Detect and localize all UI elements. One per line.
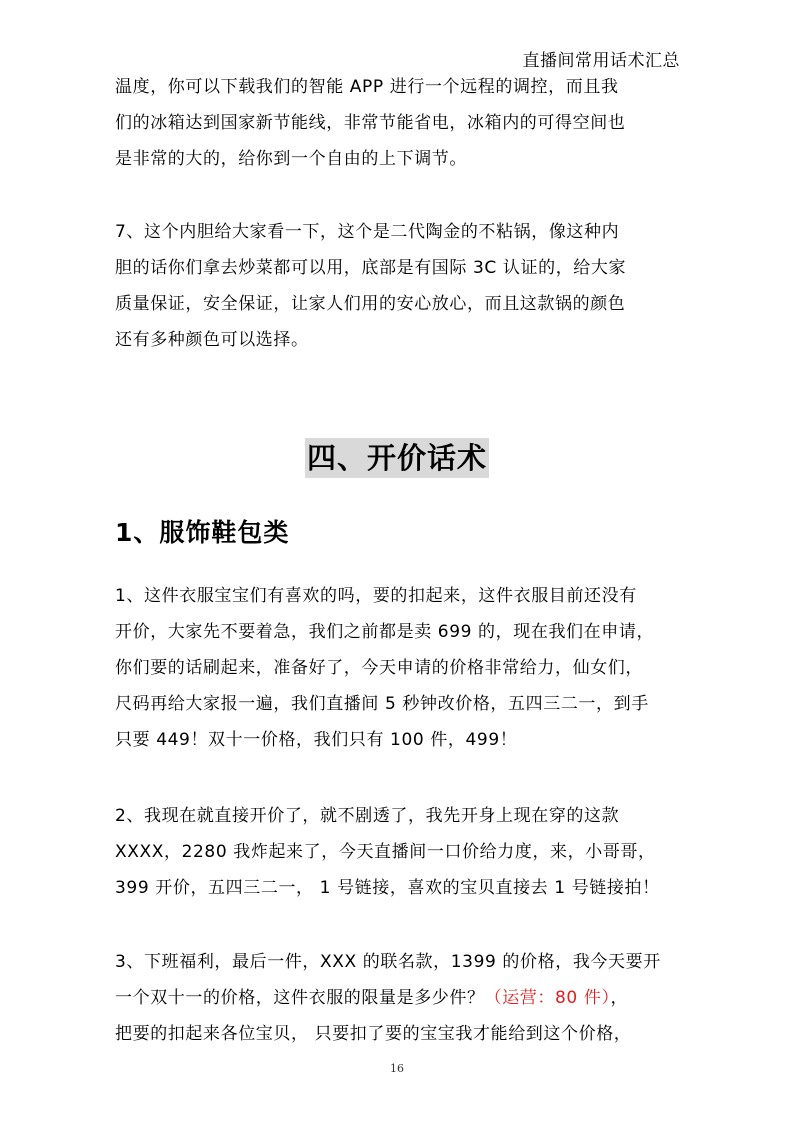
operator-annotation: （运营：80 件） <box>484 988 611 1008</box>
page-number: 16 <box>390 1062 404 1075</box>
text-line: 胆的话你们拿去炒菜都可以用，底部是有国际 3C 认证的，给大家 <box>115 258 627 278</box>
text-segment: 一个双十一的价格，这件衣服的限量是多少件？ <box>115 988 485 1008</box>
text-line: 开价，大家先不要着急，我们之前都是卖 699 的，现在我们在申请， <box>115 622 655 642</box>
text-line: 只要 449！双十一价格，我们只有 100 件，499！ <box>115 730 518 750</box>
text-line: 1、这件衣服宝宝们有喜欢的吗，要的扣起来，这件衣服目前还没有 <box>115 586 637 606</box>
text-line: 还有多种颜色可以选择。 <box>115 330 309 350</box>
text-line: 你们要的话刷起来，准备好了，今天申请的价格非常给力，仙女们， <box>115 658 643 678</box>
text-segment: ， <box>610 988 629 1008</box>
text-line: 7、这个内胆给大家看一下，这个是二代陶金的不粘锅，像这种内 <box>115 222 620 242</box>
section-heading-text: 四、开价话术 <box>305 438 489 478</box>
text-line: 把要的扣起来各位宝贝， 只要扣了要的宝宝我才能给到这个价格， <box>115 1024 632 1044</box>
paragraph-script-3 <box>115 944 695 1052</box>
text-line: 尺码再给大家报一遍，我们直播间 5 秒钟改价格，五四三二一，到手 <box>115 694 649 714</box>
paragraph-script-2 <box>115 798 695 906</box>
section-heading <box>0 438 794 478</box>
text-line: XXXX，2280 我炸起来了，今天直播间一口价给力度，来，小哥哥， <box>115 842 656 862</box>
subsection-heading: 1、服饰鞋包类 <box>115 518 290 547</box>
text-line <box>115 980 695 1016</box>
text-line: 是非常的大的，给你到一个自由的上下调节。 <box>115 149 467 169</box>
paragraph-script-1 <box>115 578 695 758</box>
running-header: 直播间常用话术汇总 <box>522 51 680 71</box>
text-line: 399 开价，五四三二一， 1 号链接，喜欢的宝贝直接去 1 号链接拍！ <box>115 878 660 898</box>
text-line: 质量保证，安全保证，让家人们用的安心放心，而且这款锅的颜色 <box>115 294 626 314</box>
paragraph-7 <box>115 214 695 358</box>
text-line: 3、下班福利，最后一件，XXX 的联名款，1399 的价格，我今天要开 <box>115 952 661 972</box>
text-line: 温度，你可以下载我们的智能 APP 进行一个远程的调控，而且我 <box>115 77 619 97</box>
text-line: 2、我现在就直接开价了，就不剧透了，我先开身上现在穿的这款 <box>115 806 620 826</box>
text-line: 们的冰箱达到国家新节能线，非常节能省电，冰箱内的可得空间也 <box>115 113 626 133</box>
paragraph-intro <box>115 69 695 177</box>
